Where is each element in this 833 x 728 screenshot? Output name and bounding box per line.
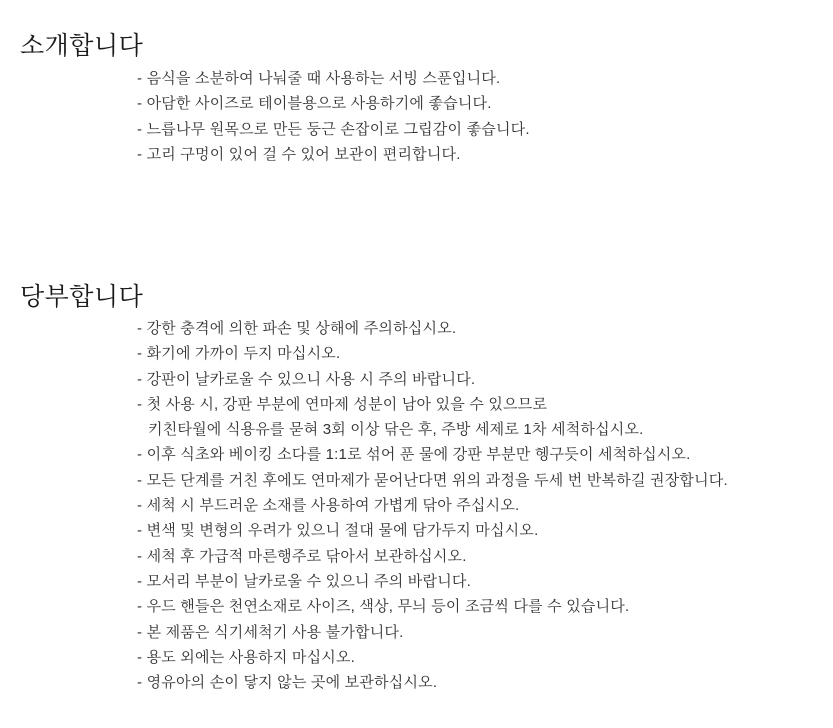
- list-item: - 세척 후 가급적 마른행주로 닦아서 보관하십시오.: [137, 547, 467, 565]
- list-item: - 세척 시 부드러운 소재를 사용하여 가볍게 닦아 주십시오.: [137, 497, 520, 515]
- list-item: - 모서리 부분이 날카로울 수 있으니 주의 바랍니다.: [137, 572, 471, 590]
- list-item: - 영유아의 손이 닿지 않는 곳에 보관하십시오.: [137, 674, 438, 692]
- list-item: - 우드 핸들은 천연소재로 사이즈, 색상, 무늬 등이 조금씩 다를 수 있습니다.: [137, 598, 630, 616]
- list-item: - 용도 외에는 사용하지 마십시오.: [137, 648, 356, 666]
- section-title-intro: 소개합니다: [20, 31, 144, 60]
- list-item: - 본 제품은 식기세척기 사용 불가합니다.: [137, 623, 404, 641]
- list-item: - 느릅나무 원목으로 만든 둥근 손잡이로 그립감이 좋습니다.: [137, 120, 530, 138]
- list-item: - 변색 및 변형의 우려가 있으니 절대 물에 담가두지 마십시오.: [137, 522, 539, 540]
- list-item: - 강판이 날카로울 수 있으니 사용 시 주의 바랍니다.: [137, 370, 476, 388]
- list-item: - 첫 사용 시, 강판 부분에 연마제 성분이 남아 있을 수 있으므로: [137, 395, 548, 413]
- list-item: - 모든 단계를 거친 후에도 연마제가 묻어난다면 위의 과정을 두세 번 반복하길 권장합니다.: [137, 471, 728, 489]
- intro-item-list: [137, 66, 530, 167]
- list-item-continuation: 키친타월에 식용유를 묻혀 3회 이상 닦은 후, 주방 세제로 1차 세척하십시오.: [148, 421, 644, 439]
- list-item: - 음식을 소분하여 나눠줄 때 사용하는 서빙 스푼입니다.: [137, 70, 501, 87]
- list-item: - 고리 구멍이 있어 걸 수 있어 보관이 편리합니다.: [137, 145, 461, 163]
- list-item: - 아담한 사이즈로 테이블용으로 사용하기에 좋습니다.: [137, 95, 492, 113]
- caution-item-list: [137, 316, 728, 695]
- list-item: - 화기에 가까이 두지 마십시오.: [137, 345, 341, 363]
- section-title-caution: 당부합니다: [20, 282, 144, 311]
- list-item: - 강한 충격에 의한 파손 및 상해에 주의하십시오.: [137, 320, 457, 337]
- list-item: - 이후 식초와 베이킹 소다를 1:1로 섞어 푼 물에 강판 부분만 헹구듯이 세척하십시오.: [137, 446, 691, 464]
